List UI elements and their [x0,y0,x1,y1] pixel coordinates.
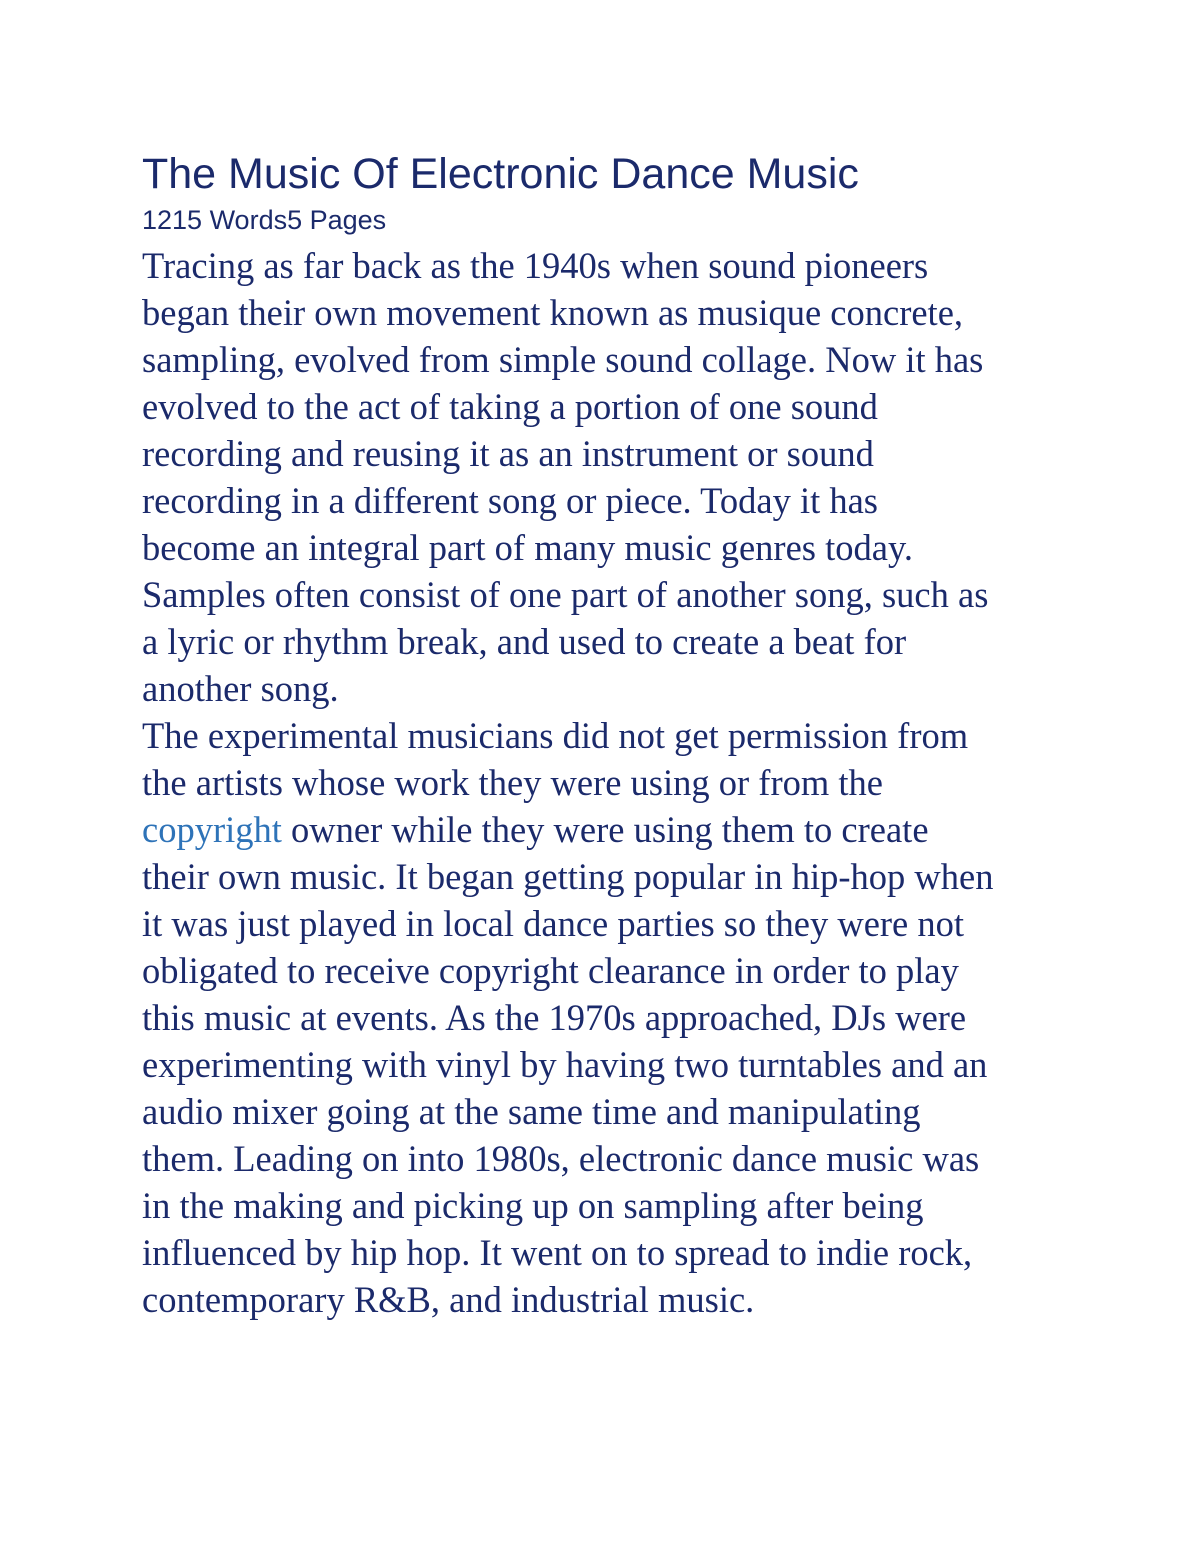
text-line: Tracing as far back as the 1940s when sound pioneers [142,245,929,286]
copyright-link[interactable]: copyright [142,809,282,850]
text-line-with-link [142,806,1072,853]
text-line: The experimental musicians did not get permission from [142,715,969,756]
text-line: influenced by hip hop. It went on to spread to indie rock, [142,1232,973,1273]
text-fragment: owner while they were using them to create [281,809,929,850]
text-line: this music at events. As the 1970s approached, DJs were [142,997,967,1038]
text-line: a lyric or rhythm break, and used to create a beat for [142,621,907,662]
text-line: it was just played in local dance parties so they were not [142,903,965,944]
paragraph-2 [142,712,1072,1323]
paragraph-1 [142,242,1072,712]
document-content [142,148,1072,1323]
text-line: audio mixer going at the same time and manipulating [142,1091,921,1132]
text-line: their own music. It began getting popular in hip-hop when [142,856,994,897]
text-line: experimenting with vinyl by having two turntables and an [142,1044,988,1085]
text-line: another song. [142,668,339,709]
text-line: in the making and picking up on sampling after being [142,1185,924,1226]
text-line: the artists whose work they were using or from the [142,762,883,803]
text-line: Samples often consist of one part of another song, such as [142,574,989,615]
text-line: began their own movement known as musique concrete, [142,292,964,333]
text-line: become an integral part of many music genres today. [142,527,913,568]
text-line: contemporary R&B, and industrial music. [142,1279,755,1320]
text-line: recording in a different song or piece. Today it has [142,480,879,521]
text-line: evolved to the act of taking a portion of one sound [142,386,878,427]
text-line: sampling, evolved from simple sound collage. Now it has [142,339,984,380]
word-page-count: 1215 Words5 Pages [142,205,387,235]
text-line: them. Leading on into 1980s, electronic dance music was [142,1138,980,1179]
text-line: obligated to receive copyright clearance in order to play [142,950,959,991]
text-line: recording and reusing it as an instrument or sound [142,433,874,474]
document-title: The Music Of Electronic Dance Music [142,150,859,198]
